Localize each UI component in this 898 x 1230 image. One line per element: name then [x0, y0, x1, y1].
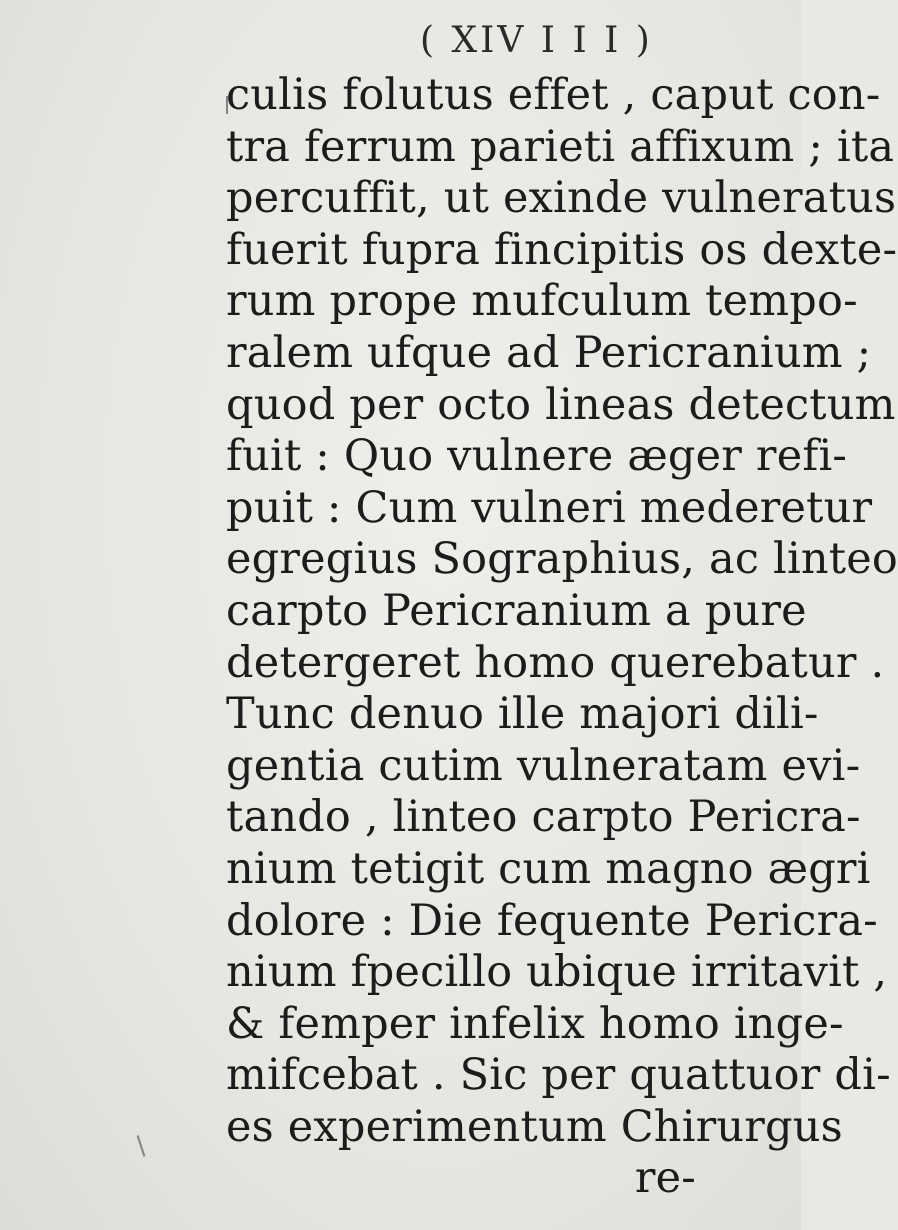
text-line: egregius Sographius, ac linteo: [226, 534, 898, 585]
body-text: [226, 70, 898, 1205]
text-line: gentia cutim vulneratam evi-: [226, 740, 861, 791]
text-line: percuffit, ut exinde vulneratus: [226, 173, 897, 224]
text-line: rum prope mufculum tempo-: [226, 276, 858, 327]
text-line: dolore : Die fequente Pericra-: [226, 895, 878, 946]
text-line: Tunc denuo ille majori dili-: [226, 689, 819, 740]
text-line: carpto Pericranium a pure: [226, 585, 807, 636]
text-line: fuerit fupra fincipitis os dexte-: [226, 224, 898, 275]
text-line: nium fpecillo ubique irritavit ,: [226, 947, 888, 998]
text-line: tando , linteo carpto Pericra-: [226, 792, 861, 843]
text-line: quod per octo lineas detectum: [226, 379, 896, 430]
text-line: & femper infelix homo inge-: [226, 998, 844, 1049]
text-line: tra ferrum parieti affixum ; ita: [226, 121, 895, 172]
text-line: mifcebat . Sic per quattuor di-: [226, 1050, 891, 1101]
text-line: puit : Cum vulneri mederetur: [226, 482, 873, 533]
text-line: detergeret homo querebatur .: [226, 637, 885, 688]
text-line: nium tetigit cum magno ægri: [226, 843, 871, 894]
text-line: es experimentum Chirurgus: [226, 1101, 843, 1152]
text-line: ralem ufque ad Pericranium ;: [226, 327, 872, 378]
page-header: ( XIV I I I ): [420, 20, 653, 61]
catchword: re-: [634, 1153, 696, 1204]
margin-mark-bottom: [137, 1135, 145, 1156]
text-line: culis folutus effet , caput con-: [226, 70, 881, 120]
text-line: fuit : Quo vulnere æger refi-: [226, 431, 848, 482]
